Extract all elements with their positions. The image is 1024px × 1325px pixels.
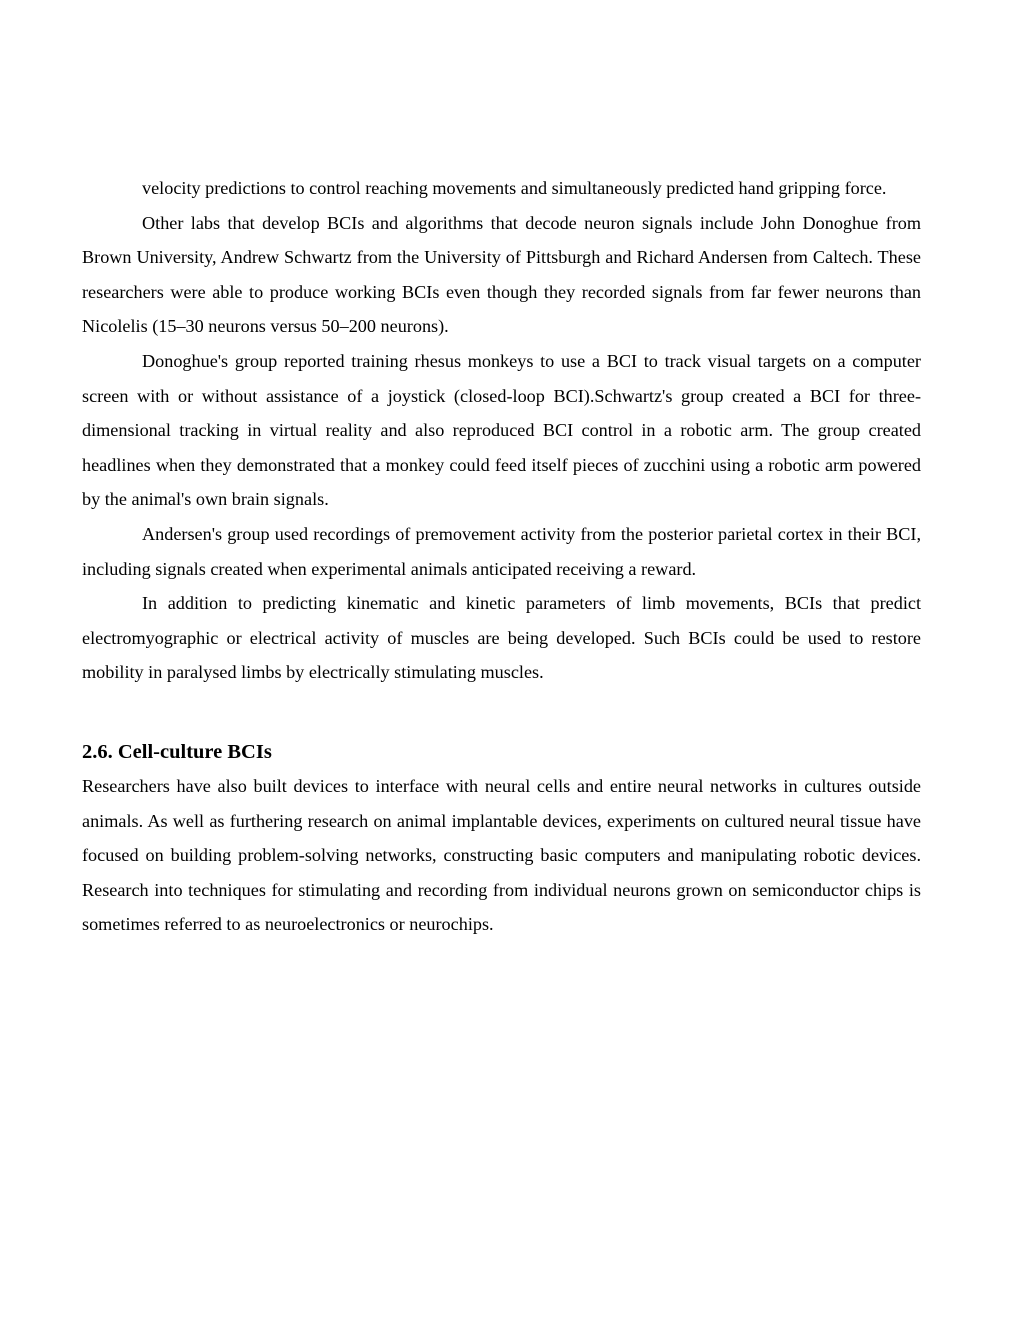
section-heading: 2.6. Cell-culture BCIs bbox=[82, 740, 272, 763]
paragraph-kinematic-parameters: In addition to predicting kinematic and kinetic parameters of limb movements, BCIs that predict electromyographic or electrical activity of muscles are being developed. Such BCIs could be used to restore mobility in paralysed limbs by electrically stimulating muscles. bbox=[82, 593, 921, 683]
paragraph-velocity-predictions: velocity predictions to control reaching movements and simultaneously predicted hand gripping force. bbox=[142, 178, 887, 198]
paragraph-donoghue-group: Donoghue's group reported training rhesus monkeys to use a BCI to track visual targets on a computer screen with or without assistance of a joystick (closed-loop BCI).Schwartz's group created a BCI for three-dimensional tracking in virtual reality and also reproduced BCI control in a robotic arm. The group created headlines when they demonstrated that a monkey could feed itself pieces of zucchini using a robotic arm powered by the animal's own brain signals. bbox=[82, 350, 921, 510]
paragraph-andersen-group: Andersen's group used recordings of premovement activity from the posterior parietal cortex in their BCI, including signals created when experimental animals anticipated receiving a reward. bbox=[82, 523, 921, 579]
document-page bbox=[82, 171, 921, 942]
section-body-paragraph: Researchers have also built devices to interface with neural cells and entire neural networks in cultures outside animals. As well as furthering research on animal implantable devices, experiments on cultured neural tissue have focused on building problem-solving networks, constructing basic computers and manipulating robotic devices. Research into techniques for stimulating and recording from individual neurons grown on semiconductor chips is sometimes referred to as neuroelectronics or neurochips. bbox=[82, 775, 921, 935]
paragraph-other-labs: Other labs that develop BCIs and algorithms that decode neuron signals include John Donoghue from Brown University, Andrew Schwartz from the University of Pittsburgh and Richard Andersen from Caltech. These researchers were able to produce working BCIs even though they recorded signals from far fewer neurons than Nicolelis (15–30 neurons versus 50–200 neurons). bbox=[82, 212, 921, 337]
